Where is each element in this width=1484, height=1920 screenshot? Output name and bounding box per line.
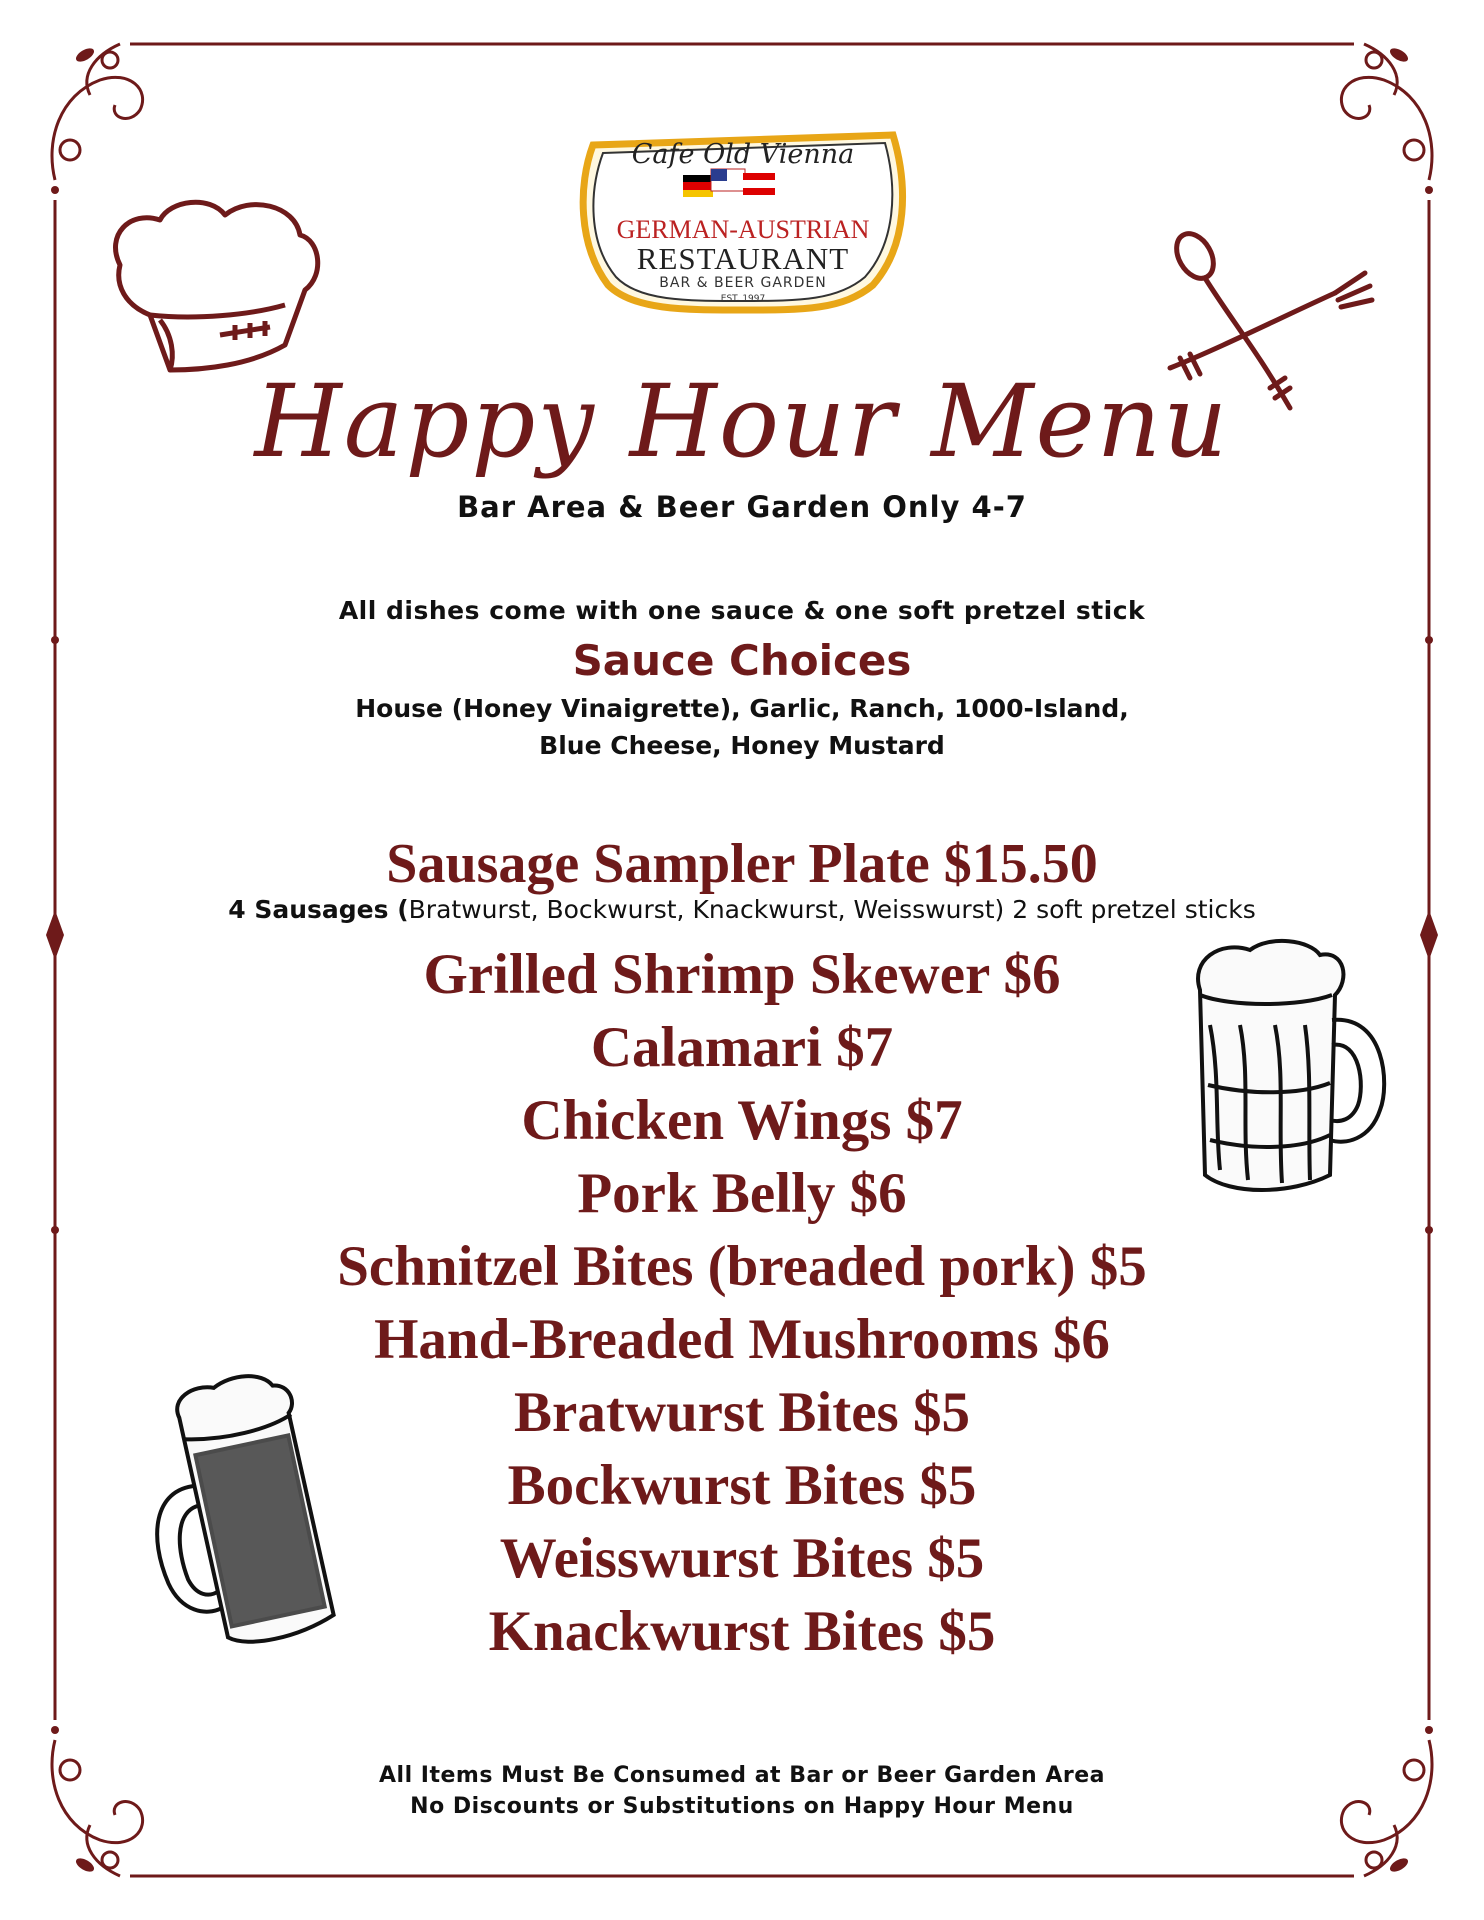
footer-line: All Items Must Be Consumed at Bar or Beer Garden Area [379, 1763, 1105, 1788]
corner-flourish-icon [52, 44, 143, 180]
restaurant-logo [573, 125, 913, 315]
sauce-list [0, 690, 1484, 764]
menu-item: Hand-Breaded Mushrooms $6 [374, 1308, 1110, 1371]
logo-line3: BAR & BEER GARDEN [659, 275, 827, 291]
logo-line2: RESTAURANT [636, 241, 850, 276]
footer-notes [0, 1760, 1484, 1822]
dish-note: All dishes come with one sauce & one soft pretzel stick [338, 596, 1146, 625]
sauce-line: Blue Cheese, Honey Mustard [539, 731, 945, 760]
corner-flourish-icon [1341, 44, 1432, 180]
menu-item: Grilled Shrimp Skewer $6 [423, 943, 1061, 1006]
menu-item: Schnitzel Bites (breaded pork) $5 [337, 1235, 1147, 1298]
sampler-title: Sausage Sampler Plate $15.50 [386, 833, 1098, 895]
menu-item: Knackwurst Bites $5 [488, 1600, 996, 1663]
page-title: Happy Hour Menu [254, 363, 1230, 480]
footer-line: No Discounts or Substitutions on Happy Hour Menu [410, 1794, 1074, 1819]
sauce-line: House (Honey Vinaigrette), Garlic, Ranch, 1000-Island, [355, 694, 1129, 723]
menu-item: Bockwurst Bites $5 [507, 1454, 977, 1517]
menu-item: Pork Belly $6 [577, 1162, 907, 1225]
menu-item: Calamari $7 [590, 1016, 894, 1079]
menu-item: Bratwurst Bites $5 [514, 1381, 970, 1444]
sampler-desc-rest: Bratwurst, Bockwurst, Knackwurst, Weisswurst) 2 soft pretzel sticks [408, 895, 1256, 924]
beer-mug-icon [1180, 935, 1405, 1205]
sampler-desc-bold: 4 Sausages ( [228, 895, 409, 924]
page-subtitle: Bar Area & Beer Garden Only 4-7 [457, 490, 1027, 524]
sampler-description [0, 895, 1484, 924]
beer-mug-icon [140, 1365, 360, 1655]
sauce-heading: Sauce Choices [572, 636, 912, 685]
logo-line4: EST. 1997 [720, 294, 766, 304]
menu-item: Weisswurst Bites $5 [499, 1527, 985, 1590]
menu-item: Chicken Wings $7 [521, 1089, 963, 1152]
logo-name: Cafe Old Vienna [631, 139, 855, 170]
logo-line1: GERMAN-AUSTRIAN [616, 215, 870, 244]
chef-hat-icon [100, 195, 330, 385]
